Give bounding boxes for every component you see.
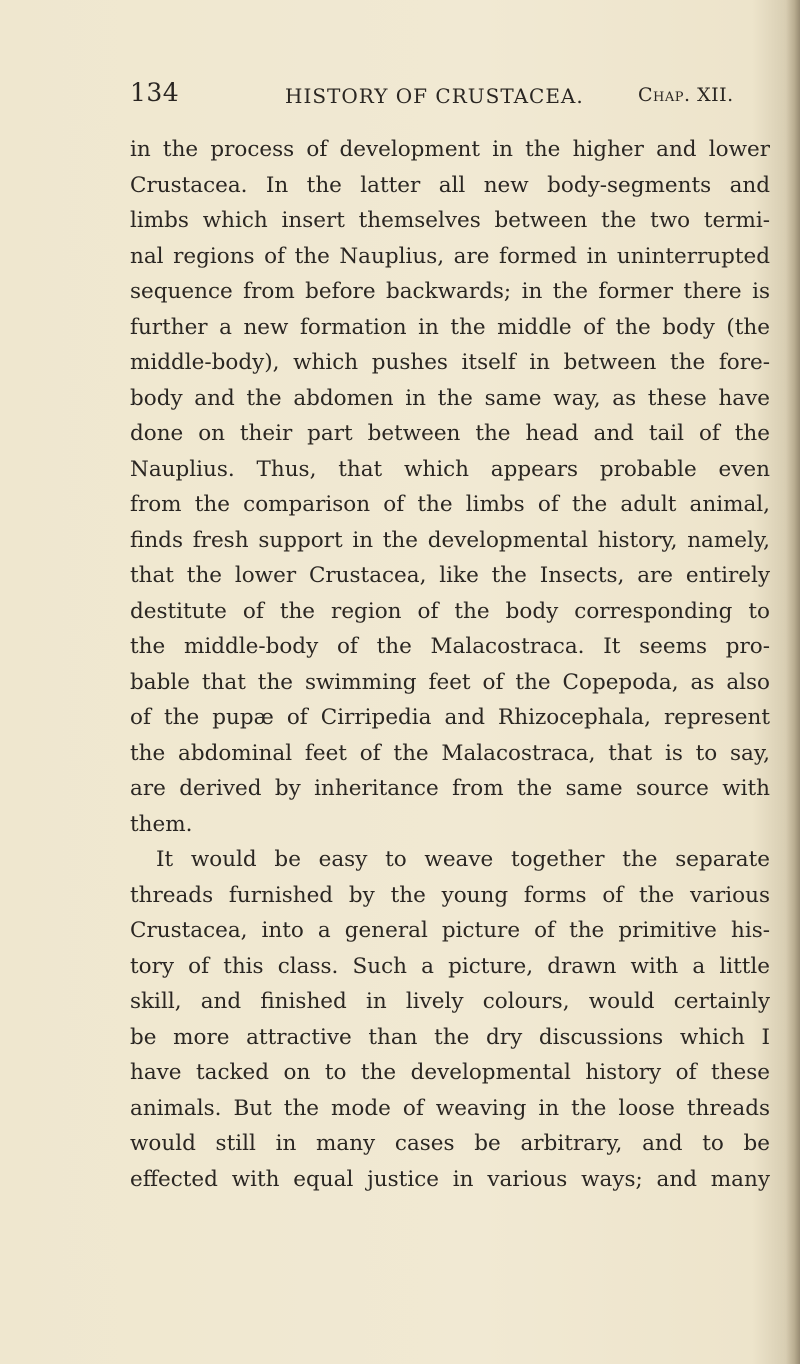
- text-line: finds fresh support in the developmental history, namely,: [130, 527, 770, 553]
- text-line: middle-body), which pushes itself in between the fore-: [130, 350, 770, 375]
- text-line: Crustacea. In the latter all new body-segments and: [130, 172, 770, 198]
- text-line: destitute of the region of the body corresponding to: [130, 598, 770, 624]
- text-line: limbs which insert themselves between the two termi-: [130, 208, 770, 233]
- text-line: are derived by inheritance from the same source with: [130, 776, 770, 801]
- text-line: be more attractive than the dry discussions which I: [130, 1024, 770, 1050]
- text-line: of the pupæ of Cirripedia and Rhizocephala, represent: [130, 705, 770, 730]
- text-line: body and the abdomen in the same way, as these have: [130, 385, 770, 411]
- text-line: in the process of development in the higher and lower: [130, 137, 770, 162]
- text-line: further a new formation in the middle of the body (the: [130, 314, 770, 340]
- text-line: skill, and finished in lively colours, would certainly: [130, 989, 770, 1014]
- text-line: that the lower Crustacea, like the Insects, are entirely: [130, 563, 770, 588]
- page-number: 134: [130, 78, 180, 107]
- text-line: the middle-body of the Malacostraca. It seems pro-: [130, 634, 770, 659]
- text-line: sequence from before backwards; in the former there is: [130, 279, 770, 304]
- chapter-label: Chap. XII.: [638, 84, 734, 106]
- text-line: bable that the swimming feet of the Copepoda, as also: [130, 669, 770, 695]
- text-line: would still in many cases be arbitrary, and to be: [130, 1131, 770, 1156]
- text-line: threads furnished by the young forms of the various: [130, 882, 770, 908]
- text-line: nal regions of the Nauplius, are formed in uninterrupted: [130, 243, 770, 269]
- running-title: HISTORY OF CRUSTACEA.: [285, 84, 584, 108]
- text-line: from the comparison of the limbs of the adult animal,: [130, 492, 770, 517]
- text-line: them.: [130, 811, 193, 837]
- text-line: have tacked on to the developmental history of these: [130, 1060, 770, 1085]
- running-header: [130, 78, 770, 114]
- page-edge-shadow: [786, 0, 800, 1364]
- body-text: [130, 132, 770, 1197]
- text-line: done on their part between the head and tail of the: [130, 421, 770, 446]
- text-line: Crustacea, into a general picture of the primitive his-: [130, 918, 770, 943]
- text-line: the abdominal feet of the Malacostraca, that is to say,: [130, 740, 770, 766]
- text-line: tory of this class. Such a picture, drawn with a little: [130, 953, 770, 979]
- text-line: It would be easy to weave together the separate: [156, 847, 770, 872]
- text-line: effected with equal justice in various ways; and many: [130, 1166, 770, 1192]
- text-line: animals. But the mode of weaving in the loose threads: [130, 1095, 770, 1121]
- text-line: Nauplius. Thus, that which appears probable even: [130, 456, 770, 482]
